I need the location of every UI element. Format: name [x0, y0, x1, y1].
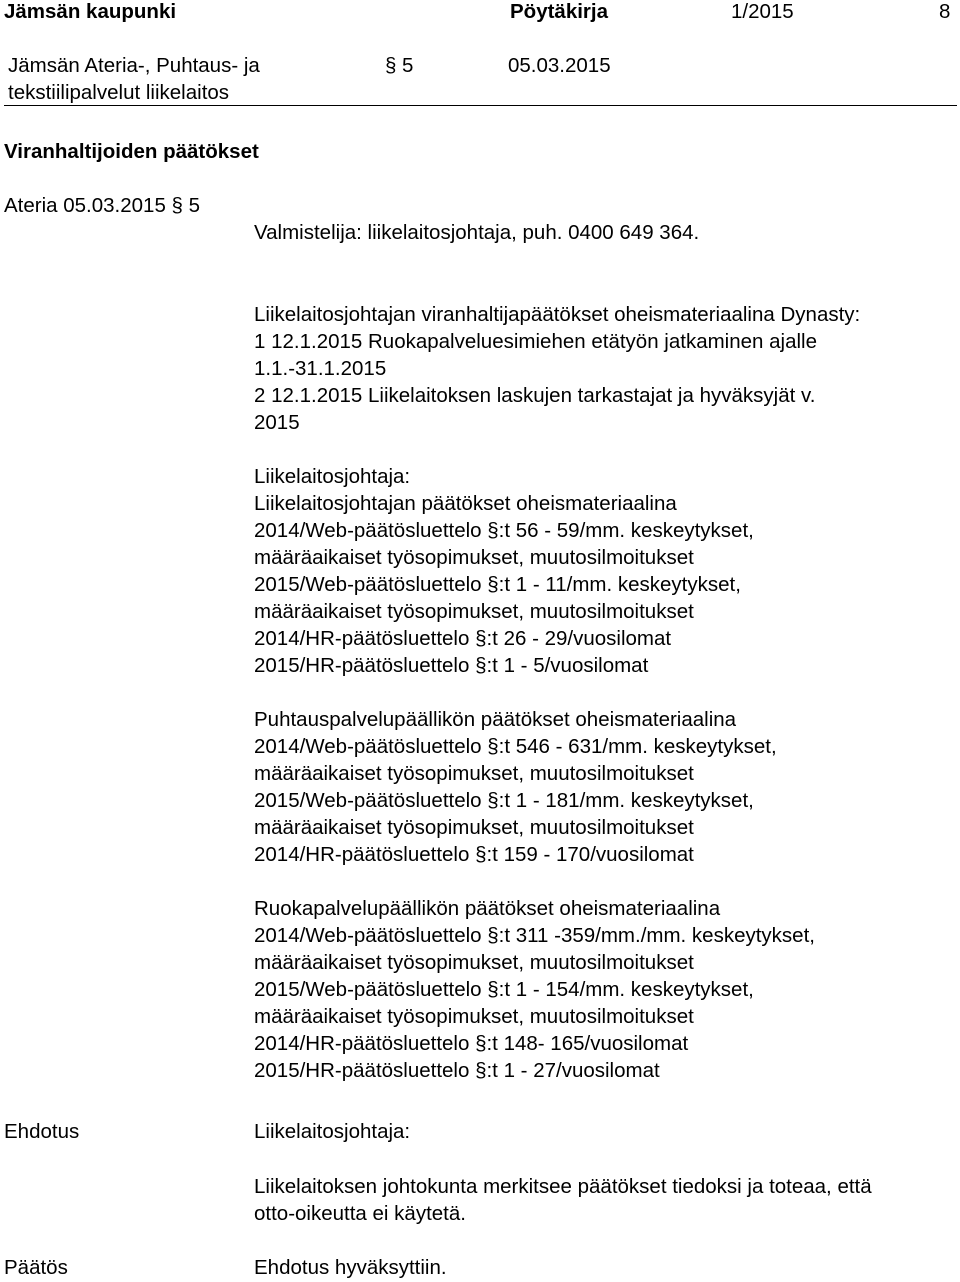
food-line: Ruokapalvelupäällikön päätökset oheismateriaalina	[254, 897, 721, 920]
proposal-line: otto-oikeutta ei käytetä.	[254, 1202, 466, 1225]
preparer: Valmistelija: liikelaitosjohtaja, puh. 0400 649 364.	[254, 221, 700, 244]
cleaning-line: 2015/Web-päätösluettelo §:t 1 - 181/mm. keskeytykset,	[254, 789, 754, 812]
intro-line: 1 12.1.2015 Ruokapalveluesimiehen etätyön jatkaminen ajalle	[254, 330, 817, 353]
proposal-by: Liikelaitosjohtaja:	[254, 1120, 411, 1143]
director-line: Liikelaitosjohtajan päätökset oheismateriaalina	[254, 492, 677, 515]
proposal-text	[254, 1173, 872, 1227]
decision-text: Ehdotus hyväksyttiin.	[254, 1256, 447, 1279]
food-line: 2015/Web-päätösluettelo §:t 1 - 154/mm. keskeytykset,	[254, 978, 754, 1001]
section-title: Viranhaltijoiden päätökset	[4, 140, 259, 163]
organization-line: Jämsän Ateria-, Puhtaus- ja	[8, 54, 260, 77]
director-line: 2015/HR-päätösluettelo §:t 1 - 5/vuosilomat	[254, 654, 649, 677]
cleaning-line: määräaikaiset työsopimukset, muutosilmoitukset	[254, 816, 694, 839]
intro-line: 1.1.-31.1.2015	[254, 357, 387, 380]
header-divider	[4, 105, 957, 106]
food-line: 2014/HR-päätösluettelo §:t 148- 165/vuosilomat	[254, 1032, 689, 1055]
organization-line: tekstiilipalvelut liikelaitos	[8, 81, 230, 104]
organization-name	[8, 52, 260, 106]
director-line: 2014/HR-päätösluettelo §:t 26 - 29/vuosilomat	[254, 627, 672, 650]
section-number: 5	[402, 54, 414, 77]
proposal-label: Ehdotus	[4, 1120, 80, 1143]
director-heading: Liikelaitosjohtaja:	[254, 465, 411, 488]
document-type: Pöytäkirja	[510, 0, 608, 23]
document-number: 1/2015	[731, 0, 794, 23]
food-line: määräaikaiset työsopimukset, muutosilmoitukset	[254, 1005, 694, 1028]
cleaning-line: määräaikaiset työsopimukset, muutosilmoitukset	[254, 762, 694, 785]
director-line: määräaikaiset työsopimukset, muutosilmoitukset	[254, 546, 694, 569]
intro-line: 2 12.1.2015 Liikelaitoksen laskujen tarkastajat ja hyväksyjät v.	[254, 384, 816, 407]
item-reference: Ateria 05.03.2015 § 5	[4, 194, 201, 217]
food-line: määräaikaiset työsopimukset, muutosilmoitukset	[254, 951, 694, 974]
intro-line: Liikelaitosjohtajan viranhaltijapäätökset oheismateriaalina Dynasty:	[254, 303, 861, 326]
cleaning-line: 2014/Web-päätösluettelo §:t 546 - 631/mm. keskeytykset,	[254, 735, 777, 758]
intro-block	[254, 301, 860, 1084]
food-line: 2014/Web-päätösluettelo §:t 311 -359/mm./mm. keskeytykset,	[254, 924, 815, 947]
section-symbol: §	[385, 54, 397, 77]
director-line: 2015/Web-päätösluettelo §:t 1 - 11/mm. keskeytykset,	[254, 573, 741, 596]
meeting-date: 05.03.2015	[508, 54, 611, 77]
decision-label: Päätös	[4, 1256, 68, 1279]
cleaning-line: 2014/HR-päätösluettelo §:t 159 - 170/vuosilomat	[254, 843, 694, 866]
food-line: 2015/HR-päätösluettelo §:t 1 - 27/vuosilomat	[254, 1059, 660, 1082]
director-line: määräaikaiset työsopimukset, muutosilmoitukset	[254, 600, 694, 623]
proposal-line: Liikelaitoksen johtokunta merkitsee päätökset tiedoksi ja toteaa, että	[254, 1175, 872, 1198]
intro-line: 2015	[254, 411, 300, 434]
director-line: 2014/Web-päätösluettelo §:t 56 - 59/mm. keskeytykset,	[254, 519, 754, 542]
city-name: Jämsän kaupunki	[4, 0, 177, 23]
page-number: 8	[939, 0, 951, 23]
cleaning-line: Puhtauspalvelupäällikön päätökset oheismateriaalina	[254, 708, 737, 731]
